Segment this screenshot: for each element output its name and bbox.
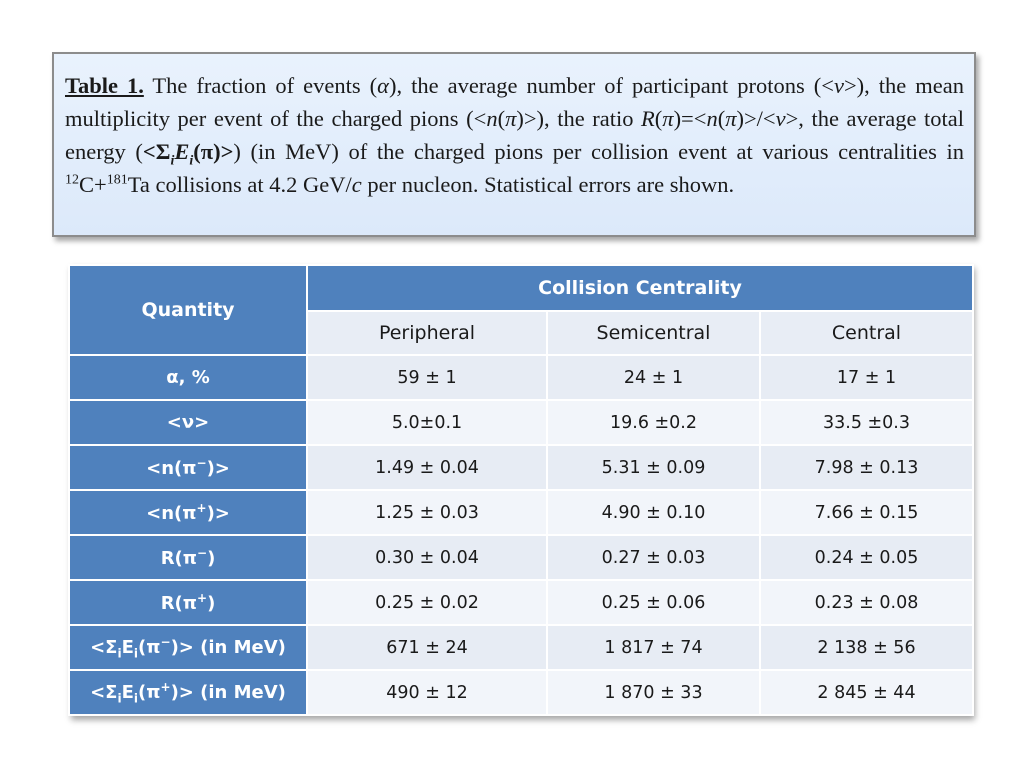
row-label-nu: <ν> [69, 400, 307, 445]
caption-pi-close: (π)> [193, 139, 234, 164]
caption-text: per nucleon. Statistical errors are shown. [361, 172, 735, 197]
collision-centrality-header: Collision Centrality [307, 265, 973, 311]
cell-value: 5.0±0.1 [307, 400, 547, 445]
cell-value: 0.27 ± 0.03 [547, 535, 760, 580]
caption-text: )>), the ratio [516, 106, 642, 131]
row-label-r-pi-minus: R(π−) [69, 535, 307, 580]
caption-text: Ta collisions at 4.2 GeV/ [127, 172, 352, 197]
caption-text: ( [497, 106, 506, 131]
caption-text: ), the average number of participant protons (< [388, 73, 834, 98]
caption-n: n [706, 106, 718, 131]
cell-value: 2 138 ± 56 [760, 625, 973, 670]
caption-energy-symbol [142, 139, 234, 169]
caption-text: >, the average total energy ( [65, 106, 964, 164]
cell-value: 5.31 ± 0.09 [547, 445, 760, 490]
cell-value: 1 870 ± 33 [547, 670, 760, 715]
caption-nu: ν [833, 73, 844, 98]
quantity-header: Quantity [69, 265, 307, 355]
table-row [69, 535, 973, 580]
column-header-peripheral: Peripheral [307, 311, 547, 355]
column-header-central: Central [760, 311, 973, 355]
cell-value: 0.24 ± 0.05 [760, 535, 973, 580]
cell-value: 24 ± 1 [547, 355, 760, 400]
caption-pi: π [505, 106, 517, 131]
caption-sum: <Σ [142, 139, 171, 164]
caption-text: >), the mean multiplicity per event of the charged pions (< [65, 73, 964, 131]
caption-nu: ν [775, 106, 786, 131]
cell-value: 1.49 ± 0.04 [307, 445, 547, 490]
caption-c: c [351, 172, 362, 197]
caption-text: )=< [673, 106, 707, 131]
caption-mass-carbon: 12 [65, 172, 79, 188]
cell-value: 59 ± 1 [307, 355, 547, 400]
table-row [69, 580, 973, 625]
row-label-n-pi-plus: <n(π+)> [69, 490, 307, 535]
caption-mass-tantalum: 181 [106, 172, 128, 188]
caption-text: ( [717, 106, 726, 131]
cell-value: 1 817 ± 74 [547, 625, 760, 670]
caption-alpha: α [377, 73, 389, 98]
cell-value: 671 ± 24 [307, 625, 547, 670]
caption-R: R [641, 106, 655, 131]
cell-value: 490 ± 12 [307, 670, 547, 715]
cell-value: 0.25 ± 0.06 [547, 580, 760, 625]
cell-value: 1.25 ± 0.03 [307, 490, 547, 535]
table-row [69, 670, 973, 715]
caption-text: ) (in MeV) of the charged pions per collision event at various centralities in [233, 139, 964, 164]
caption-sub-i: i [189, 153, 194, 169]
caption-text: ( [654, 106, 663, 131]
column-header-semicentral: Semicentral [547, 311, 760, 355]
cell-value: 0.25 ± 0.02 [307, 580, 547, 625]
cell-value: 4.90 ± 0.10 [547, 490, 760, 535]
row-label-energy-pi-minus: $<\Sigma_iE_i(\pi^-)> (in$ MeV) [69, 625, 307, 670]
caption-pi: π [662, 106, 674, 131]
caption-text: )>/< [736, 106, 776, 131]
table-row [69, 400, 973, 445]
cell-value: 0.23 ± 0.08 [760, 580, 973, 625]
cell-value: 17 ± 1 [760, 355, 973, 400]
cell-value: 0.30 ± 0.04 [307, 535, 547, 580]
cell-value: 33.5 ±0.3 [760, 400, 973, 445]
caption-text: C+ [79, 172, 107, 197]
caption-pi: π [725, 106, 737, 131]
cell-value: 2 845 ± 44 [760, 670, 973, 715]
caption-E: E [174, 139, 190, 164]
table-row [69, 490, 973, 535]
caption-text: The fraction of events ( [143, 73, 378, 98]
cell-value: 7.66 ± 0.15 [760, 490, 973, 535]
row-label-energy-pi-plus: $<\Sigma_iE_i(\pi^+)> (in$ MeV) [69, 670, 307, 715]
row-label-r-pi-plus: R(π+) [69, 580, 307, 625]
table-caption [52, 52, 976, 237]
caption-n: n [486, 106, 498, 131]
cell-value: 7.98 ± 0.13 [760, 445, 973, 490]
table-row [69, 445, 973, 490]
table-row [69, 355, 973, 400]
caption-label: Table 1. [65, 73, 144, 98]
data-table-wrapper [68, 264, 972, 716]
data-table [68, 264, 974, 716]
row-label-alpha: α, % [69, 355, 307, 400]
cell-value: 19.6 ±0.2 [547, 400, 760, 445]
row-label-n-pi-minus: <n(π−)> [69, 445, 307, 490]
table-row [69, 625, 973, 670]
caption-sub-i: i [170, 153, 175, 169]
